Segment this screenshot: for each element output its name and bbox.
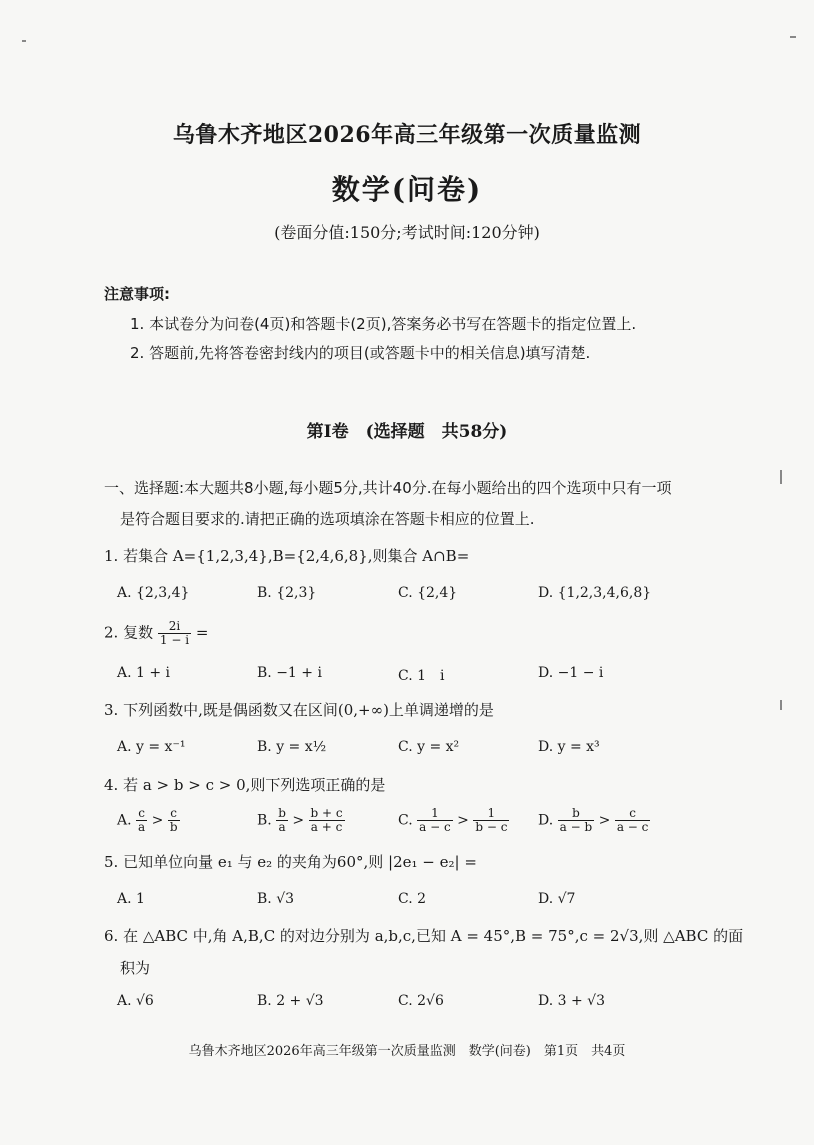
question-1-option-a: A. {2,3,4} xyxy=(117,585,190,601)
fraction-denominator: b − c xyxy=(475,820,508,834)
greater-than: > xyxy=(151,812,164,829)
question-2-suffix: = xyxy=(195,623,209,642)
question-4-option-d xyxy=(538,807,650,834)
notice-item: 2. 答题前,先将答卷密封线内的项目(或答题卡中的相关信息)填写清楚. xyxy=(130,344,591,362)
scan-mark xyxy=(780,470,782,484)
question-6-option-d: D. 3 + √3 xyxy=(538,993,605,1009)
fraction-numerator: 2i xyxy=(158,620,191,634)
right-fraction xyxy=(168,807,180,834)
question-1-stem: 1. 若集合 A={1,2,3,4},B={2,4,6,8},则集合 A∩B= xyxy=(104,547,470,565)
question-4-option-c xyxy=(398,807,509,834)
question-6-option-b: B. 2 + √3 xyxy=(257,993,324,1009)
fraction-numerator: b xyxy=(558,807,595,821)
scan-mark xyxy=(22,40,26,42)
question-2-fraction xyxy=(158,620,191,647)
section-title: 第Ⅰ卷 (选择题 共58分) xyxy=(306,422,508,442)
fraction-denominator: a + c xyxy=(310,820,343,834)
question-6-stem: 6. 在 △ABC 中,角 A,B,C 的对边分别为 a,b,c,已知 A = 45°,B = 75°,c = 2√3,则 △ABC 的面 xyxy=(104,927,744,945)
fraction-denominator: a xyxy=(278,820,286,834)
fraction-denominator: a − c xyxy=(419,820,451,834)
question-1-option-c: C. {2,4} xyxy=(398,585,458,601)
question-1-option-b: B. {2,3} xyxy=(257,585,317,601)
greater-than: > xyxy=(292,812,305,829)
fraction-denominator: a − c xyxy=(616,820,649,834)
fraction-numerator: c xyxy=(168,807,180,821)
part-instructions: 一、选择题:本大题共8小题,每小题5分,共计40分.在每小题给出的四个选项中只有一项 xyxy=(104,479,672,497)
question-3-option-d: D. y = x³ xyxy=(538,739,600,755)
left-fraction xyxy=(558,807,595,834)
right-fraction xyxy=(309,807,345,834)
question-4-option-b xyxy=(257,807,345,834)
part-instructions: 是符合题目要求的.请把正确的选项填涂在答题卡相应的位置上. xyxy=(120,510,535,528)
question-5-option-d: D. √7 xyxy=(538,891,576,907)
question-6-option-a: A. √6 xyxy=(117,993,154,1009)
question-2-option-d: D. −1 − i xyxy=(538,665,604,681)
option-letter: A. xyxy=(117,812,132,829)
fraction-denominator: a − b xyxy=(559,820,593,834)
question-2-option-b: B. −1 + i xyxy=(257,665,322,681)
question-3-stem: 3. 下列函数中,既是偶函数又在区间(0,+∞)上单调递增的是 xyxy=(104,701,494,719)
question-2-stem xyxy=(104,620,208,647)
greater-than: > xyxy=(598,812,611,829)
fraction-numerator: c xyxy=(136,807,147,821)
question-2-option-c: C. 1 i xyxy=(398,668,445,684)
right-fraction xyxy=(615,807,651,834)
notice-item: 1. 本试卷分为问卷(4页)和答题卡(2页),答案务必书写在答题卡的指定位置上. xyxy=(130,315,637,333)
left-fraction xyxy=(417,807,453,834)
question-4-option-a xyxy=(117,807,180,834)
question-5-option-c: C. 2 xyxy=(398,891,427,907)
exam-title: 乌鲁木齐地区2026年高三年级第一次质量监测 xyxy=(172,122,642,148)
fraction-numerator: b + c xyxy=(310,806,343,820)
left-fraction xyxy=(276,807,288,834)
greater-than: > xyxy=(457,812,469,829)
fraction-numerator: b xyxy=(278,806,286,820)
question-2-prefix: 2. 复数 xyxy=(104,623,154,642)
question-3-option-b: B. y = x½ xyxy=(257,739,327,755)
fraction-denominator: a xyxy=(138,820,146,834)
question-3-option-a: A. y = x⁻¹ xyxy=(117,739,186,755)
left-fraction xyxy=(136,807,147,834)
option-letter: B. xyxy=(257,812,272,829)
page-footer: 乌鲁木齐地区2026年高三年级第一次质量监测 数学(问卷) 第1页 共4页 xyxy=(188,1044,626,1059)
question-5-option-a: A. 1 xyxy=(117,891,145,907)
fraction-numerator: c xyxy=(615,807,651,821)
option-letter: C. xyxy=(398,812,413,829)
exam-subtitle: 数学(问卷) xyxy=(331,173,483,206)
notice-label: 注意事项: xyxy=(104,285,170,303)
question-1-option-d: D. {1,2,3,4,6,8} xyxy=(538,585,652,601)
question-6-option-c: C. 2√6 xyxy=(398,993,444,1009)
scan-mark xyxy=(780,700,782,710)
question-6-stem-continued: 积为 xyxy=(120,959,151,977)
fraction-denominator: 1 − i xyxy=(159,633,190,647)
exam-score-time: (卷面分值:150分;考试时间:120分钟) xyxy=(274,223,540,242)
question-3-option-c: C. y = x² xyxy=(398,739,460,755)
question-4-stem: 4. 若 a > b > c > 0,则下列选项正确的是 xyxy=(104,776,386,794)
option-letter: D. xyxy=(538,812,554,829)
question-5-stem: 5. 已知单位向量 e₁ 与 e₂ 的夹角为60°,则 |2e₁ − e₂| = xyxy=(104,853,477,871)
fraction-numerator: 1 xyxy=(417,807,453,821)
question-5-option-b: B. √3 xyxy=(257,891,295,907)
scan-mark xyxy=(790,36,796,38)
fraction-denominator: b xyxy=(169,820,178,834)
right-fraction xyxy=(473,807,509,834)
fraction-numerator: 1 xyxy=(473,807,509,821)
question-2-option-a: A. 1 + i xyxy=(117,665,171,681)
